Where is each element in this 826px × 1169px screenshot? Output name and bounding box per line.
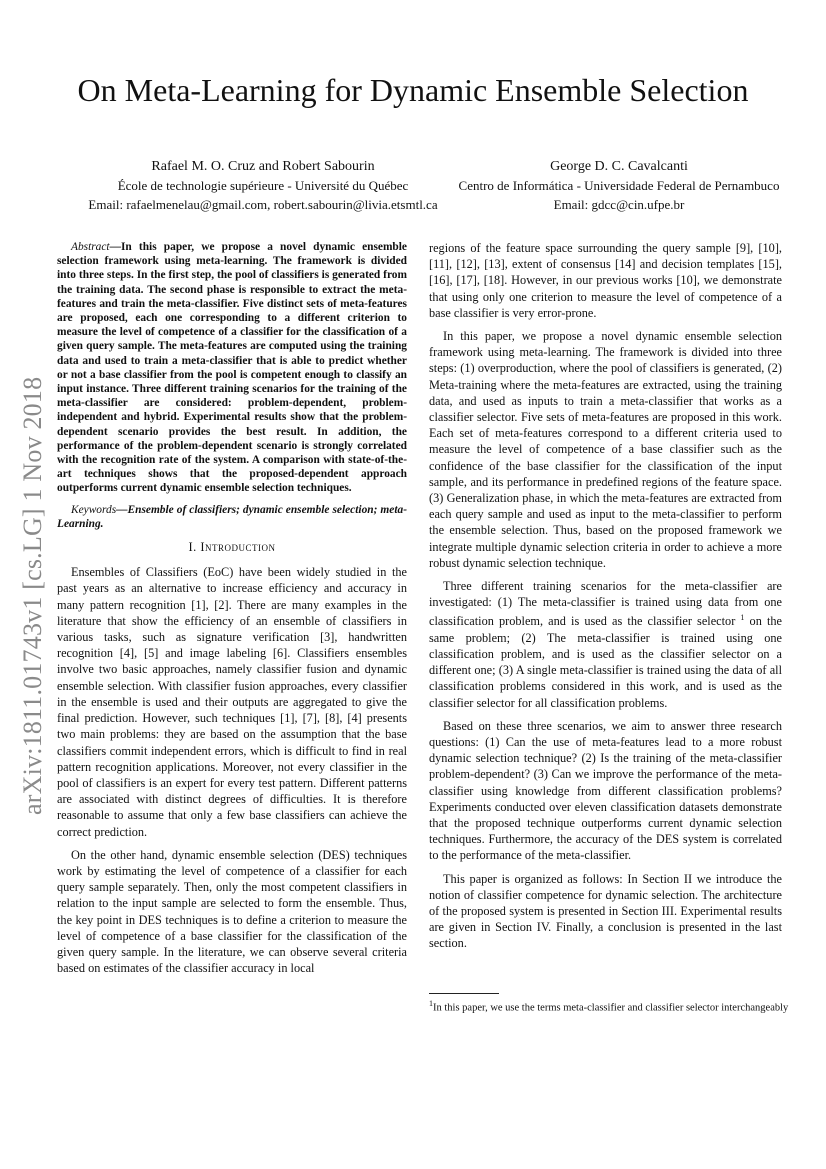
footnote-divider: [429, 993, 499, 994]
paragraph-text: on the same problem; (2) The meta-classifier is trained using one classification problem, and is used as the classifier selector on a different one; (3) A single meta-classifier is trained using the data of all classification problems considered in this work, and is used as the classifier selector for all classification problems.: [429, 614, 782, 710]
author-block-2: [424, 157, 814, 214]
paragraph: Ensembles of Classifiers (EoC) have been widely studied in the past years as an alternative to increase efficiency and accuracy in many pattern recognition [1], [2]. There are many examples in the literature that show the efficiency of an ensemble of classifiers in various tasks, such as signature verification [3], handwritten recognition [4], [5] and image labeling [6]. Classifiers ensembles involve two basic approaches, namely classifier fusion and dynamic ensemble selection. With classifier fusion approaches, every classifier in the ensemble is used and their outputs are aggregated to give the final prediction. However, such techniques [1], [7], [8], [4] presents two main problems: they are based on the assumption that the base classifiers commit independent errors, which is difficult to find in real pattern recognition applications. Moreover, not every classifier in the pool of classifiers is an expert for every test pattern. Different patterns are associated with distinct degrees of difficulties. It is therefore reasonable to assume that only a few base classifiers can achieve the correct prediction.: [57, 565, 407, 839]
abstract-text: —In this paper, we propose a novel dynamic ensemble selection framework using meta-learning. The framework is divided into three steps. In the first step, the pool of classifiers is generated from the training data. The second phase is responsible to extract the meta-features and train the meta-classifier. Five distinct sets of meta-features are proposed, each one corresponding to a different criterion to measure the level of competence of a classifier for the classification of a given query sample. The meta-features are computed using the training data and used to train a meta-classifier that is able to predict whether or not a base classifier from the pool is competent enough to classify an input instance. Three different training scenarios for the training of the meta-classifier are considered: problem-dependent, problem-independent and hybrid. Experimental results show that the problem-dependent scenario provides the best result. In addition, the performance of the problem-dependent scenario is strongly correlated with the recognition rate of the system. A comparison with state-of-the-art techniques shows that the proposed-dependent approach outperforms current dynamic ensemble selection techniques.: [57, 241, 407, 495]
author-email: Email: gdcc@cin.ufpe.br: [553, 197, 685, 212]
author-block-1: [88, 157, 438, 214]
paragraph: This paper is organized as follows: In Section II we introduce the notion of classifier competence for dynamic selection. The architecture of the proposed system is presented in Section III. Experimental results are given in Section IV. Finally, a conclusion is presented in the last section.: [429, 871, 782, 951]
author-affiliation: École de technologie supérieure - Université du Québec: [117, 178, 409, 193]
keywords-text: —Ensemble of classifiers; dynamic ensemble selection; meta-Learning.: [57, 503, 407, 530]
author-email: Email: rafaelmenelau@gmail.com, robert.sabourin@livia.etsmtl.ca: [88, 197, 438, 212]
section-heading-introduction: [57, 539, 407, 555]
paragraph-text: Three different training scenarios for the meta-classifier are investigated: (1) The meta-classifier is trained using data from one classification problem, and is used as the classifier selector: [429, 579, 782, 629]
footnote-text: In this paper, we use the terms meta-classifier and classifier selector interchangeably: [433, 1002, 789, 1014]
author-names: George D. C. Cavalcanti: [550, 159, 688, 174]
abstract-label: Abstract: [71, 241, 110, 253]
section-number: I.: [188, 540, 197, 555]
paragraph: In this paper, we propose a novel dynamic ensemble selection framework using meta-learning. The framework is divided into three steps: (1) overproduction, where the pool of classifiers is generated, (2) Meta-training where the meta-features are extracted, using the training data, and used as inputs to train a meta-classifier that works as a classifier selector. Five sets of meta-features are proposed in this work. Each set of meta-features correspond to a different criteria used to measure the level of competence of a base classifier such as the confidence of the base classifier for the classification of the input sample, and its performance in predefined regions of the feature space. (3) Generalization phase, in which the meta-features are extracted from each query sample and used as input to the meta-classifier to perform the ensemble selection. Thus, based on the proposed framework we integrate multiple dynamic selection criteria in order to achieve a more robust dynamic selection technique.: [429, 329, 782, 570]
footnote-marker: 1: [429, 999, 433, 1008]
paragraph: On the other hand, dynamic ensemble selection (DES) techniques work by estimating the level of competence of a classifier for each query sample separately. Then, only the most competent classifiers in relation to the input sample are selected to form the ensemble. Thus, the key point in DES techniques is to define a criterion to measure the level of competence of a base classifier for the classification of the given query sample. In the literature, we can observe several criteria based on estimates of the classifier accuracy in local: [57, 847, 407, 976]
paragraph: Based on these three scenarios, we aim to answer three research questions: (1) Can the use of meta-features lead to a more robust dynamic selection technique? (2) Is the training of the meta-classifier problem-dependent? (3) Can we improve the performance of the meta-classifier using knowledge from different classification problems? Experiments conducted over eleven classification datasets demonstrate that the proposed technique outperforms current dynamic selection techniques. Furthermore, the accuracy of the DES system is correlated to the performance of the meta-classifier.: [429, 718, 782, 863]
footnote: [429, 997, 807, 1015]
author-affiliation: Centro de Informática - Universidade Federal de Pernambuco: [458, 178, 780, 193]
paragraph: [429, 578, 782, 711]
paragraph: regions of the feature space surrounding the query sample [9], [10], [11], [12], [13], extent of consensus [14] and decision templates [15], [16], [17], [18]. However, in our previous works [10], we demonstrate that using only one criterion to measure the level of competence of a base classifier is very error-prone.: [429, 241, 782, 320]
footnote-marker: 1: [740, 613, 745, 623]
author-names: Rafael M. O. Cruz and Robert Sabourin: [151, 159, 375, 174]
section-title: Introduction: [200, 540, 276, 555]
paper-title: On Meta-Learning for Dynamic Ensemble Selection: [77, 72, 749, 108]
keywords-label: Keywords: [71, 503, 117, 516]
keywords: [57, 503, 407, 531]
arxiv-identifier: arXiv:1811.01743v1 [cs.LG] 1 Nov 2018: [18, 376, 47, 815]
left-column: [57, 240, 407, 983]
right-column: [429, 240, 782, 959]
abstract: [57, 240, 407, 496]
